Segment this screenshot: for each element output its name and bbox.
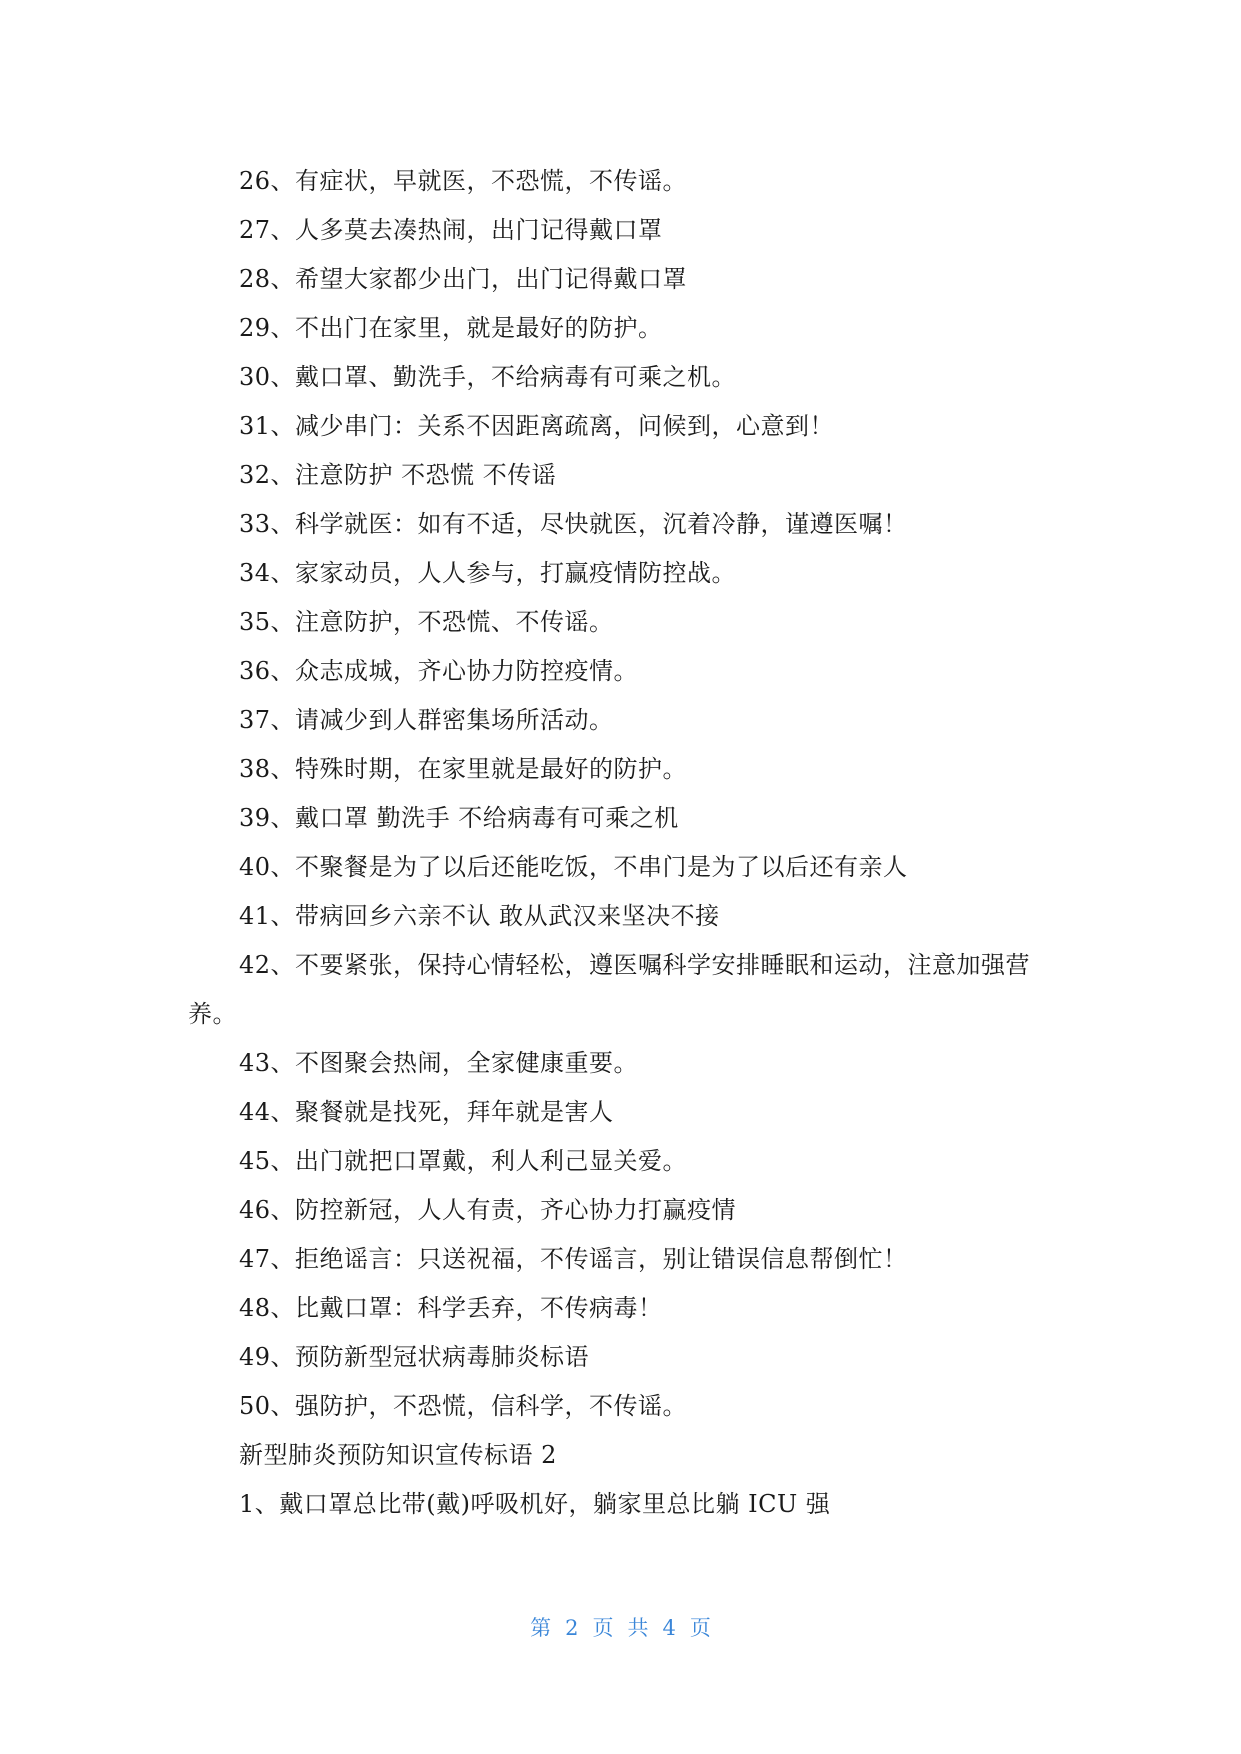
footer-ye: 页 <box>592 1616 614 1640</box>
list-item: 39、戴口罩 勤洗手 不给病毒有可乘之机 <box>239 804 679 832</box>
list-item: 46、防控新冠，人人有责，齐心协力打赢疫情 <box>239 1196 737 1224</box>
list-item: 28、希望大家都少出门，出门记得戴口罩 <box>239 265 688 293</box>
list-item: 35、注意防护，不恐慌、不传谣。 <box>239 608 614 636</box>
list-item: 41、带病回乡六亲不认 敢从武汉来坚决不接 <box>239 902 720 930</box>
footer-page-number: 2 <box>565 1616 579 1640</box>
section-heading: 新型肺炎预防知识宣传标语 2 <box>239 1441 557 1469</box>
list-item-42-line2: 养。 <box>188 1000 237 1028</box>
list-item: 30、戴口罩、勤洗手，不给病毒有可乘之机。 <box>239 363 737 391</box>
list-item: 32、注意防护 不恐慌 不传谣 <box>239 461 557 489</box>
list-item: 34、家家动员，人人参与，打赢疫情防控战。 <box>239 559 737 587</box>
list-item: 44、聚餐就是找死，拜年就是害人 <box>239 1098 614 1126</box>
list-item: 45、出门就把口罩戴，利人利己显关爱。 <box>239 1147 688 1175</box>
list-item: 47、拒绝谣言：只送祝福，不传谣言，别让错误信息帮倒忙！ <box>239 1245 908 1273</box>
list-item: 33、科学就医：如有不适，尽快就医，沉着冷静，谨遵医嘱！ <box>239 510 908 538</box>
list-item: 26、有症状，早就医，不恐慌，不传谣。 <box>239 167 688 195</box>
list-item: 49、预防新型冠状病毒肺炎标语 <box>239 1343 590 1371</box>
footer-di: 第 <box>530 1616 552 1640</box>
list-item: 50、强防护，不恐慌，信科学，不传谣。 <box>239 1392 688 1420</box>
footer-ye2: 页 <box>689 1616 711 1640</box>
list-item: 29、不出门在家里，就是最好的防护。 <box>239 314 663 342</box>
list-item: 43、不图聚会热闹，全家健康重要。 <box>239 1049 639 1077</box>
list-item: 27、人多莫去凑热闹，出门记得戴口罩 <box>239 216 663 244</box>
list-item: 37、请减少到人群密集场所活动。 <box>239 706 614 734</box>
list-item: 38、特殊时期，在家里就是最好的防护。 <box>239 755 688 783</box>
list-item-42-line1: 42、不要紧张，保持心情轻松，遵医嘱科学安排睡眠和运动，注意加强营 <box>239 951 1031 979</box>
list-item: 1、戴口罩总比带(戴)呼吸机好，躺家里总比躺 ICU 强 <box>239 1490 831 1518</box>
list-item: 36、众志成城，齐心协力防控疫情。 <box>239 657 639 685</box>
document-body <box>188 157 1054 1529</box>
page-footer <box>0 1612 1241 1642</box>
list-item: 48、比戴口罩：科学丢弃，不传病毒！ <box>239 1294 663 1322</box>
footer-gong: 共 <box>627 1616 649 1640</box>
list-item: 31、减少串门：关系不因距离疏离，问候到，心意到！ <box>239 412 835 440</box>
list-item: 40、不聚餐是为了以后还能吃饭，不串门是为了以后还有亲人 <box>239 853 908 881</box>
footer-total-pages: 4 <box>662 1616 676 1640</box>
